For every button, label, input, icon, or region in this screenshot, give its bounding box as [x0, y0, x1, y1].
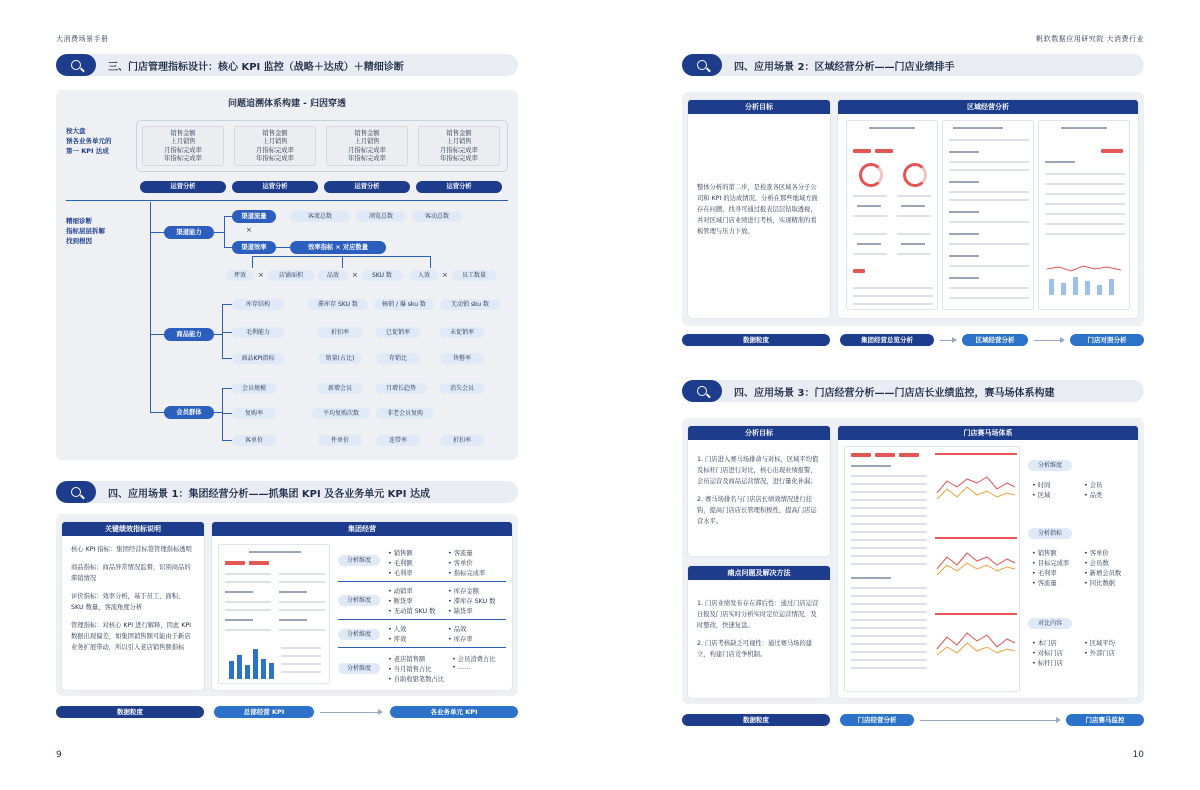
magnifier-icon — [682, 380, 722, 402]
indicator-item: • 客流量 — [1032, 578, 1057, 587]
section-title: 三、门店管理指标设计：核心 KPI 监控（战略＋达成）＋精细诊断 — [108, 61, 404, 73]
member-item: 新增会员 — [318, 383, 362, 394]
card-body — [688, 440, 830, 542]
explanation-line: 评价指标：效率分析，基于员工、面积、SKU 数量，客流角度分析 — [71, 593, 185, 611]
kpi-box: 销售金额 上月销售 月指标完成率 年指标完成率 — [418, 126, 500, 166]
kpi-box: 销售金额 上月销售 月指标完成率 年指标完成率 — [234, 126, 316, 166]
connector — [222, 413, 232, 414]
dimension-item: • 时间 — [1032, 480, 1050, 489]
product-row-label: 库存结构 — [232, 299, 284, 310]
compare-item: • 本门店 — [1032, 638, 1057, 647]
dimension-item: • 人效 — [388, 624, 406, 633]
kpi-box: 销售金额 上月销售 月指标完成率 年指标完成率 — [142, 126, 224, 166]
efficiency-formula: 效率指标 × 对应数量 — [290, 241, 386, 254]
capability-member: 会员群体 — [164, 406, 214, 419]
connector — [342, 256, 343, 268]
explanation-line: 商品指标：商品异常情况监督，识别商品的滞销情况 — [71, 564, 191, 582]
product-row-label: 商品KPI指标 — [232, 353, 284, 364]
product-item: 销量(占比) — [318, 353, 362, 364]
arrow-right-icon — [940, 340, 956, 341]
page-number: 10 — [1132, 750, 1144, 760]
analysis-pill: 运营分析 — [232, 181, 318, 193]
diagnosis-label: 精细诊断 指标层层拆解 找到根因 — [66, 217, 105, 245]
scenario3-panel — [682, 418, 1144, 704]
connector — [214, 232, 224, 233]
dashboard-thumbnail — [846, 120, 938, 310]
kpi-level-label: 按大盘 预各业务单元的 第一 KPI 达成 — [66, 127, 112, 155]
section-header — [56, 481, 518, 503]
member-row-label: 客单价 — [232, 435, 276, 446]
dimension-item: • 滞库存 SKU 数 — [448, 596, 495, 605]
connector — [150, 202, 151, 412]
card-header: 关键绩效指标说明 — [62, 522, 204, 536]
section-header — [682, 380, 1144, 402]
dimension-item: • 客单价 — [448, 558, 473, 567]
running-head: 帆软数据应用研究院 大消费行业 — [1036, 35, 1144, 43]
multiply-sign: × — [442, 271, 448, 279]
explanation-line: 管理指标：对核心 KPI 进行解释，因此 KPI 数据出现偏差，如集团销售额可能由于新店业务扩展带动，所以引入老店销售额指标 — [71, 622, 192, 651]
dimension-item: • 缺货率 — [448, 606, 473, 615]
section-header — [682, 54, 1144, 76]
page-number: 9 — [56, 750, 62, 760]
section-header — [56, 54, 518, 76]
product-item: 畅销 / 爆 sku 数 — [374, 299, 434, 310]
compare-item: • 外部门店 — [1084, 648, 1115, 657]
card-body — [688, 114, 830, 252]
goal-line: 1. 门店进入赛马场排命与对标，区域平均值及标杆门店进行对比，核心出现业绩报警，会员运营及商品运营情况，进行量化补漏； — [697, 456, 819, 485]
connector — [214, 334, 222, 335]
product-item: 滞库存 SKU 数 — [308, 299, 368, 310]
factor: 员工数量 — [452, 270, 496, 281]
dimension-item: • …… — [452, 664, 470, 671]
product-item: 售罄率 — [440, 353, 484, 364]
regional-analysis-card — [838, 100, 1138, 318]
factor: 人效 — [410, 270, 438, 281]
divider-line — [66, 200, 508, 201]
analysis-pill: 运营分析 — [324, 181, 410, 193]
channel-efficiency-pill: 渠道效率 — [232, 241, 276, 254]
dashboard-thumbnail — [942, 120, 1034, 310]
connector — [224, 247, 232, 248]
indicator-item: • 同比数据 — [1084, 578, 1115, 587]
attribution-diagram — [56, 90, 518, 460]
pain-line: 1. 门店业绩发布存在滞后性：通过门店运营日报及门店实时分析实时定位运营情况，及时整改，快速复盘。 — [697, 600, 819, 629]
dimension-item: • 库存金额 — [448, 586, 479, 595]
goal-text: 整体分析的第二步，是检查各区域各分子公司和 KPI 的达成情况，分析在那些地域方面存在问题，找寻可通过报表层层钻取透视，并对区域门店业绩进行考核，实现精准的看板管理与压力下放。 — [697, 184, 818, 235]
flow-step: 门店经营分析 — [840, 714, 914, 726]
dimension-label: 分析维度 — [338, 595, 380, 606]
dimension-item: • 品效 — [448, 624, 466, 633]
dimension-label: 分析维度 — [338, 555, 380, 566]
divider-line — [338, 647, 506, 648]
flow-item: 客动总数 — [412, 211, 462, 222]
indicator-item: • 会员数 — [1084, 558, 1109, 567]
factor: 品效 — [318, 270, 348, 281]
dashboard-thumbnail — [1038, 120, 1130, 310]
flow-step: 数据粒度 — [56, 706, 204, 718]
connector — [222, 388, 232, 389]
member-item: 平均复购次数 — [312, 408, 370, 419]
card-header: 分析目标 — [688, 426, 830, 440]
capability-channel: 渠道能力 — [164, 226, 214, 239]
connector — [222, 332, 232, 333]
dimension-item: • 指标完成率 — [448, 568, 485, 577]
dimension-item: • 动销率 — [388, 586, 413, 595]
flow-step: 总部经营 KPI — [214, 706, 314, 718]
section-title: 四、应用场景 3：门店经营分析——门店店长业绩监控，赛马场体系构建 — [734, 387, 1055, 399]
indicator-item: • 新增会员数 — [1084, 568, 1121, 577]
goal-line: 2. 赛马场排名与门店店长绩效情况进行挂钩，提高门店店长管理积极性，提高门店运营水平。 — [697, 496, 817, 525]
factor: 坪效 — [226, 270, 254, 281]
indicator-item: • 销售额 — [1032, 548, 1057, 557]
explanation-line: 核心 KPI 指标：集团经营标签管理指标透明 — [71, 546, 192, 553]
arrow-right-icon — [920, 720, 1060, 721]
flow-step: 区域经营分析 — [962, 334, 1028, 346]
dimension-item: • 会员 — [1084, 480, 1102, 489]
flow-step: 数据粒度 — [682, 334, 830, 346]
multiply-sign: × — [352, 271, 358, 279]
indicator-item: • 客单价 — [1084, 548, 1109, 557]
flow-step: 集团经营总览分析 — [840, 334, 934, 346]
card-body — [688, 580, 830, 675]
member-item: 消失会员 — [440, 383, 484, 394]
dimension-label: 分析维度 — [338, 629, 380, 640]
dimension-item: • 自助收银笔数占比 — [388, 674, 444, 683]
dimension-item: • 坪效 — [388, 634, 406, 643]
member-row-label: 复购率 — [232, 408, 276, 419]
dimension-label: 分析维度 — [338, 663, 380, 674]
card-header: 集团经营 — [212, 522, 512, 536]
compare-item: • 对标门店 — [1032, 648, 1063, 657]
flow-item: 浏览总数 — [356, 211, 406, 222]
dimension-item: • 当月销售占比 — [388, 664, 432, 673]
indicator-item: • 目标完成率 — [1032, 558, 1069, 567]
product-row-label: 毛利能力 — [232, 327, 284, 338]
bar-chart-thumbnail — [1045, 257, 1125, 297]
connector — [276, 247, 290, 248]
connector — [222, 440, 232, 441]
diagram-title: 问题追溯体系构建 - 归因穿透 — [227, 99, 346, 109]
product-item: 无动销 sku 数 — [440, 299, 500, 310]
connector — [222, 304, 232, 305]
section-title: 四、应用场景 1：集团经营分析——抓集团 KPI 及各业务单元 KPI 达成 — [108, 488, 430, 500]
arrow-right-icon — [1034, 340, 1064, 341]
product-item: 已促销率 — [376, 327, 420, 338]
horse-race-card — [838, 426, 1138, 698]
member-row-label: 会员规模 — [232, 383, 276, 394]
factor: 店铺面积 — [268, 270, 314, 281]
group-operation-card — [212, 522, 512, 690]
dimension-label: 分析指标 — [1028, 528, 1072, 539]
product-item: 存销比 — [376, 353, 420, 364]
member-item: 件单价 — [318, 435, 362, 446]
flow-step: 门店对照分析 — [1070, 334, 1144, 346]
flow-step: 各业务单元 KPI — [390, 706, 518, 718]
scenario1-panel — [56, 514, 518, 696]
dimension-item: • 毛利率 — [388, 568, 413, 577]
running-head: 大消费场景手册 — [56, 35, 109, 43]
dimension-item: • 老店销售额 — [388, 654, 425, 663]
dashboard-thumbnail — [218, 544, 330, 684]
magnifier-icon — [56, 54, 96, 76]
dimension-item: • 销售额 — [388, 548, 413, 557]
dimension-item: • 断货率 — [388, 596, 413, 605]
flow-item: 客流总数 — [290, 211, 350, 222]
dimension-label: 对比内容 — [1028, 618, 1072, 629]
pain-line: 2. 门店考核缺乏可视性：通过赛马场的建立，构建门店竞争机制。 — [697, 640, 813, 658]
card-header: 分析目标 — [688, 100, 830, 114]
connector — [252, 256, 253, 268]
flow-step: 数据粒度 — [682, 714, 830, 726]
bar-chart-thumbnail — [225, 641, 325, 681]
card-header: 区域经营分析 — [838, 100, 1138, 114]
arrow-right-icon — [320, 712, 382, 713]
card-header: 门店赛马场体系 — [838, 426, 1138, 440]
magnifier-icon — [682, 54, 722, 76]
kpi-explanation-card — [62, 522, 204, 690]
dimension-item: • 毛利额 — [388, 558, 413, 567]
indicator-item: • 毛利率 — [1032, 568, 1057, 577]
member-item: 连带率 — [376, 435, 420, 446]
channel-flow-pill: 渠道流量 — [232, 210, 276, 223]
analysis-goal-card — [688, 426, 830, 556]
dimension-item: • 无动销 SKU 数 — [388, 606, 435, 615]
member-item: 月增长趋势 — [376, 383, 426, 394]
capability-product: 商品能力 — [164, 328, 214, 341]
connector — [222, 304, 223, 358]
dimension-label: 分析维度 — [1028, 460, 1072, 471]
dimension-item: • 品类 — [1084, 490, 1102, 499]
dimension-item: • 客流量 — [448, 548, 473, 557]
analysis-pill: 运营分析 — [416, 181, 502, 193]
compare-item: • 区域平均 — [1084, 638, 1115, 647]
connector — [222, 358, 232, 359]
card-body — [62, 536, 204, 668]
dashboard-thumbnail — [844, 446, 1020, 692]
connector — [222, 388, 223, 440]
kpi-box: 销售金额 上月销售 月指标完成率 年指标完成率 — [326, 126, 408, 166]
card-header: 痛点问题及解决方法 — [688, 566, 830, 580]
dimension-item: • 库存率 — [448, 634, 473, 643]
divider-line — [338, 581, 506, 582]
section-title: 四、应用场景 2：区域经营分析——门店业绩排手 — [734, 61, 955, 73]
member-item: 折扣率 — [440, 435, 484, 446]
dimension-item: • 区域 — [1032, 490, 1050, 499]
scenario2-panel — [682, 92, 1144, 326]
right-page — [600, 0, 1200, 790]
factor: SKU 数 — [362, 270, 402, 281]
multiply-sign: × — [246, 226, 252, 234]
connector — [224, 216, 225, 248]
magnifier-icon — [56, 481, 96, 503]
product-item: 未促销率 — [440, 327, 484, 338]
product-item: 折扣率 — [318, 327, 362, 338]
connector — [214, 412, 222, 413]
connector — [252, 256, 430, 257]
dimension-item: • 会员消费占比 — [452, 654, 496, 663]
analysis-goal-card — [688, 100, 830, 318]
multiply-sign: × — [258, 271, 264, 279]
pain-point-card — [688, 566, 830, 698]
member-item: 非老会员复购 — [376, 408, 434, 419]
connector — [224, 216, 232, 217]
flow-step: 门店赛马监控 — [1066, 714, 1144, 726]
divider-line — [338, 619, 506, 620]
connector — [430, 256, 431, 268]
line-chart-thumbnail — [935, 453, 1017, 689]
compare-item: • 标杆门店 — [1032, 658, 1063, 667]
analysis-pill: 运营分析 — [140, 181, 226, 193]
